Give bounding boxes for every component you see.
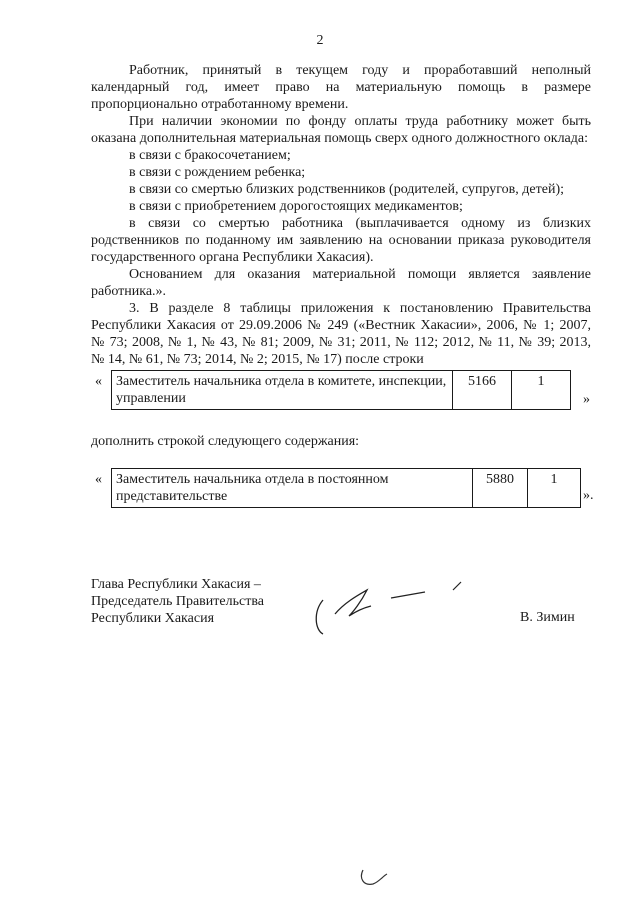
salary-code-cell: 5166 (453, 371, 512, 410)
list-item: в связи с бракосочетанием; (129, 148, 291, 163)
close-quote: » (583, 392, 590, 407)
list-item: в связи со смертью близких родственников (родителей, супругов, детей); (129, 182, 564, 197)
paragraph-line: в связи со смертью работника (выплачивается одному из близких (129, 216, 591, 231)
count-cell: 1 (512, 371, 571, 410)
page-number: 2 (316, 33, 324, 48)
paragraph-line: пропорционально отработанному времени. (91, 97, 349, 112)
handwritten-signature (305, 572, 475, 642)
signatory-title (91, 576, 264, 627)
open-quote: « (95, 374, 102, 389)
paragraph-line: родственников по поданному им заявлению на основании приказа руководителя (91, 233, 591, 248)
paragraph-line: Основанием для оказания материальной помощи является заявление (129, 267, 591, 282)
list-item: в связи с приобретением дорогостоящих медикаментов; (129, 199, 463, 214)
signatory-name: В. Зимин (520, 610, 575, 625)
instruction-text: дополнить строкой следующего содержания: (91, 434, 360, 449)
salary-code-cell: 5880 (473, 469, 528, 508)
initials-mark (355, 862, 395, 892)
paragraph-line: № 73; 2008, № 1, № 43, № 81; 2009, № 31; 2011, № 112; 2012, № 11, № 39; 2013, (91, 335, 591, 350)
document-body (91, 62, 591, 368)
table-row-new (91, 466, 611, 512)
position-title-cell: Заместитель начальника отдела в комитете, инспекции, управлении (112, 371, 453, 410)
table-row-existing (91, 368, 611, 414)
paragraph-line: Работник, принятый в текущем году и проработавший неполный (129, 63, 591, 78)
paragraph-line: оказана дополнительная материальная помощь сверх одного должностного оклада: (91, 131, 588, 146)
signatory-line: Председатель Правительства (91, 594, 264, 609)
paragraph-line: 3. В разделе 8 таблицы приложения к постановлению Правительства (129, 301, 591, 316)
paragraph-line: календарный год, имеет право на материальную помощь в размере (91, 80, 591, 95)
paragraph-line: государственного органа Республики Хакасия). (91, 250, 374, 265)
position-title-cell: Заместитель начальника отдела в постоянном представительстве (112, 469, 473, 508)
signatory-line: Республики Хакасия (91, 611, 215, 626)
positions-table-new (111, 468, 581, 508)
paragraph-line: При наличии экономии по фонду оплаты труда работнику может быть (129, 114, 591, 129)
open-quote: « (95, 472, 102, 487)
positions-table-existing (111, 370, 571, 410)
list-item: в связи с рождением ребенка; (129, 165, 306, 180)
paragraph-line: № 14, № 61, № 73; 2014, № 2; 2015, № 17) после строки (91, 352, 424, 367)
paragraph-line: работника.». (91, 284, 167, 299)
count-cell: 1 (528, 469, 581, 508)
paragraph-line: Республики Хакасия от 29.09.2006 № 249 («Вестник Хакасии», 2006, № 1; 2007, (91, 318, 591, 333)
signatory-line: Глава Республики Хакасия – (91, 577, 261, 592)
close-quote: ». (583, 488, 594, 503)
